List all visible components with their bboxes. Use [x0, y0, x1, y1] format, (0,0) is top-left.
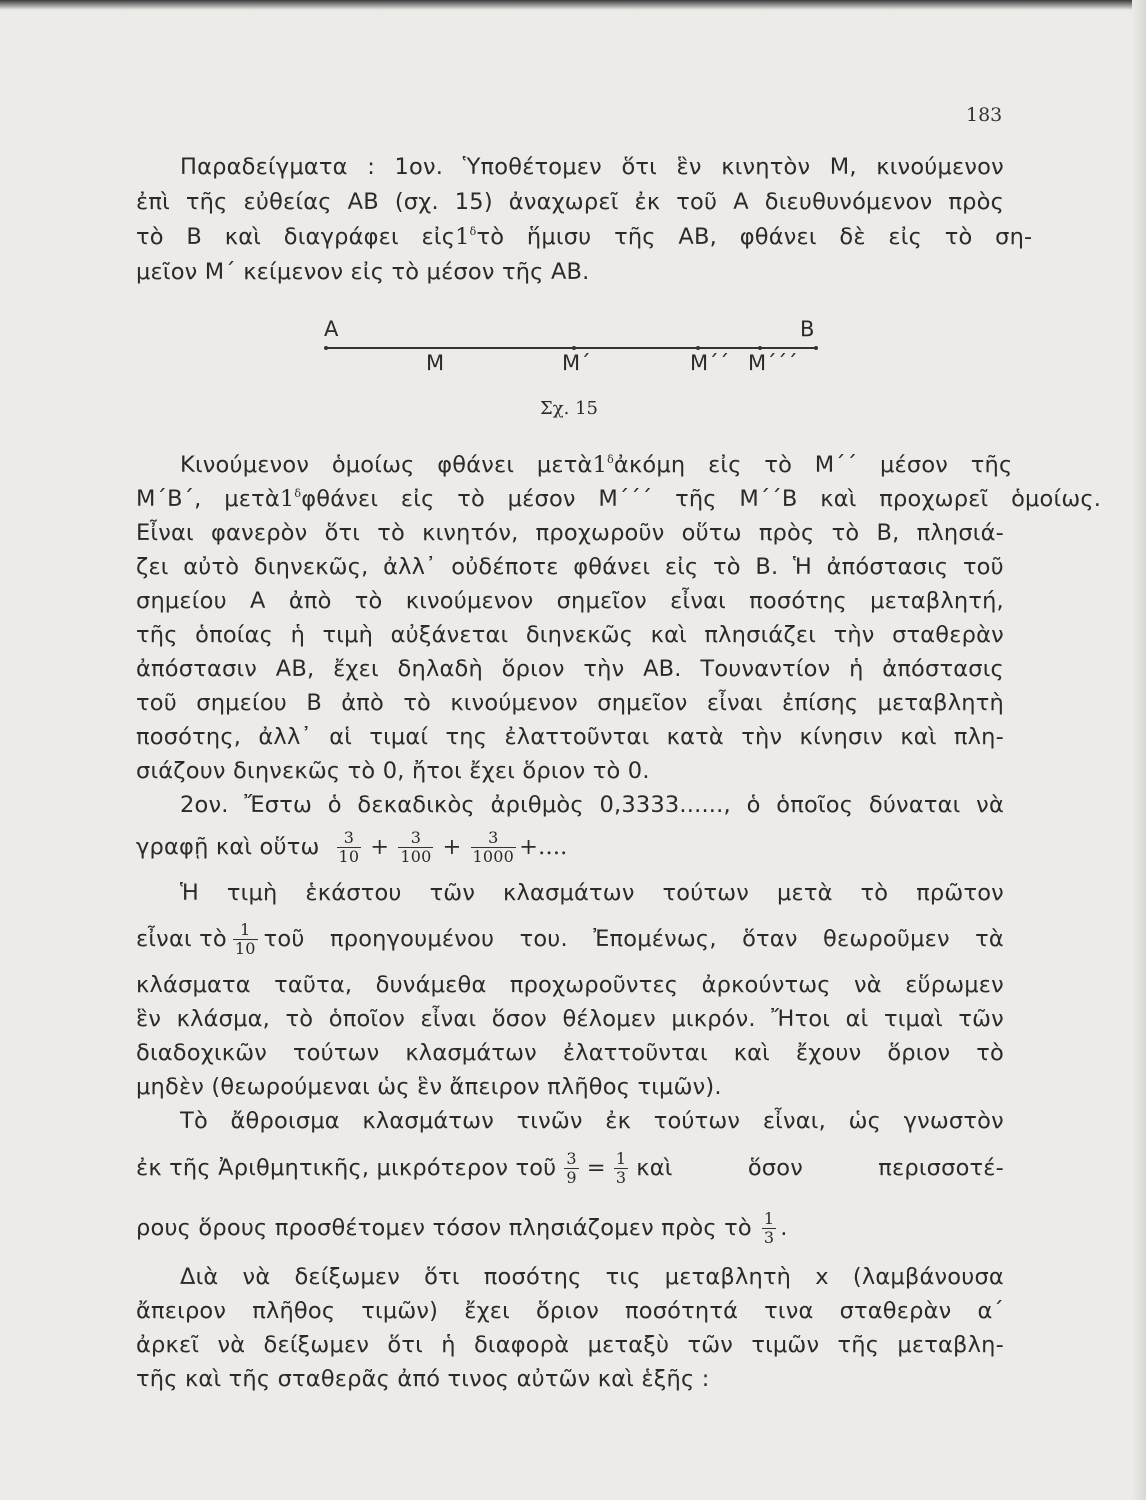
word: κίνησιν	[799, 724, 884, 750]
word: τις	[605, 1264, 641, 1290]
word: Παραδείγματα	[180, 154, 348, 180]
word: πλησιάζει	[704, 622, 817, 648]
word: τὸ	[136, 224, 164, 250]
word: δείξωμεν	[294, 1264, 401, 1290]
word: τὸ	[944, 224, 973, 250]
word: τινῶν	[516, 1108, 583, 1134]
p3-line-7	[136, 1038, 1004, 1068]
word: τῆς	[185, 189, 228, 215]
word: δυνάμεθα	[375, 972, 487, 998]
word: Διὰ	[180, 1264, 219, 1290]
word: ὁποῖον	[328, 1006, 405, 1032]
fraction-1-3: $\frac{1}{3}$	[615, 1148, 627, 1187]
word: τιμῶν	[751, 1332, 820, 1358]
word: ἡ	[849, 656, 864, 682]
word: τιμαὶ	[883, 1006, 943, 1032]
word: αὐξάνεται	[390, 622, 509, 648]
word: Κινούμενον	[180, 452, 310, 478]
p1-line-3	[136, 222, 1033, 252]
p3-line-4: εἶναι τὸ $\frac{1}{10}$ τοῦ προηγουμένου του. Ἐπομένως, ὅταν θεωροῦμεν τὰ	[136, 919, 1004, 958]
word: εἰς	[400, 486, 435, 512]
word: ὅτι	[424, 1264, 460, 1290]
word: νὰ	[854, 972, 882, 998]
word: ση-	[995, 224, 1033, 250]
figure-point-m2	[696, 346, 700, 350]
word: τούτων	[292, 1040, 380, 1066]
word: μικρόν.	[671, 1006, 756, 1032]
word: ὅριον	[535, 1298, 599, 1324]
word: ἀριθμὸς	[490, 792, 584, 818]
p5-line-2	[136, 1296, 1004, 1326]
word: δὲ	[839, 224, 866, 250]
word: ΑΒ.	[643, 656, 682, 682]
word: ἀπὸ	[288, 588, 332, 614]
figure-point-b	[814, 346, 818, 350]
word: ἀπὸ	[341, 690, 385, 716]
word: ἥμισυ	[526, 224, 592, 250]
fraction-3-9: $\frac{3}{9}$	[566, 1148, 577, 1187]
word: ἀλλ᾽	[258, 724, 312, 750]
figure-label-m-prime: Μ΄	[562, 351, 591, 375]
word: ἀπόστασις	[826, 554, 949, 580]
figure-point-a	[324, 346, 328, 350]
word: x	[815, 1264, 829, 1290]
word: ὁ	[746, 792, 761, 818]
word: Μ΄΄	[814, 452, 858, 478]
word: Ἡ	[180, 880, 199, 906]
word: οὐδέποτε	[451, 554, 559, 580]
word: Α	[250, 588, 266, 614]
word: πρῶτον	[916, 880, 1004, 906]
p4-line-2-post	[636, 1153, 1004, 1183]
figure-point-m1	[572, 346, 576, 350]
word: τὸ	[457, 486, 485, 512]
word: ποσότης,	[136, 724, 242, 750]
word: ἐλαττοῦνται	[504, 724, 650, 750]
word: ἀκόμη	[613, 452, 686, 478]
word: 15)	[454, 189, 493, 215]
page-top-edge	[0, 0, 1146, 10]
word: καὶ	[224, 224, 262, 250]
p3-line-6	[136, 1004, 1004, 1034]
p2-line-6	[136, 620, 1004, 650]
word: ἀναχωρεῖ	[508, 189, 619, 215]
word: τῆς	[837, 1332, 880, 1358]
word: Ἐπομένως,	[593, 926, 717, 952]
word: κινητὸν	[721, 154, 811, 180]
word: τὴν	[833, 622, 875, 648]
word: (λαμβάνουσα	[852, 1264, 1004, 1290]
p4-line-1	[180, 1106, 1004, 1136]
p1-line-3-b	[476, 222, 1032, 252]
word: τιμῶν)	[361, 1298, 439, 1324]
word: Μ΄Β΄,	[136, 486, 202, 512]
word: πρὸς	[758, 520, 815, 546]
word: αἱ	[845, 1006, 869, 1032]
word: κινητόν,	[422, 520, 519, 546]
word: ἀρκούντως	[701, 972, 831, 998]
word: τούτων	[653, 1108, 741, 1134]
word: καὶ	[820, 486, 857, 512]
p2-line-8	[136, 688, 1004, 718]
word: ἡ	[290, 622, 306, 648]
word: καὶ	[650, 622, 687, 648]
word: ΑΒ	[347, 189, 379, 215]
word: 1ον.	[394, 154, 444, 180]
p2-line-4	[136, 552, 1004, 582]
word: τὴν	[583, 656, 625, 682]
word: ὁ	[327, 792, 342, 818]
word: μεταβλητὴ	[664, 1264, 792, 1290]
p2-line-3	[136, 518, 1004, 548]
word: τοῦ	[263, 926, 305, 952]
figure-label-m-double: Μ΄΄	[690, 351, 730, 375]
word: ὁμοίως.	[1011, 486, 1102, 512]
p4-line-2: ἐκ τῆς Ἀριθμητικῆς, μικρότερον τοῦ $\frac{3}{9}$ = $\frac{1}{3}$ καὶ ὅσον περισσοτέ-	[136, 1148, 1004, 1187]
word: (σχ.	[394, 189, 439, 215]
word: φθάνει	[573, 554, 651, 580]
word: θέλομεν	[562, 1006, 656, 1032]
word: :	[367, 154, 375, 180]
p5-line-1	[180, 1262, 1004, 1292]
word: ταῦτα,	[274, 972, 353, 998]
word: ἔχει	[333, 656, 379, 682]
word: ἡ	[441, 1332, 456, 1358]
word: Μ΄΄΄	[598, 486, 653, 512]
word: εἶναι	[670, 588, 726, 614]
word: ὅταν	[742, 926, 798, 952]
word: τὸ	[285, 1006, 314, 1032]
word: τὸ	[403, 690, 432, 716]
word: πλῆθος	[252, 1298, 336, 1324]
word: τὸ	[976, 1040, 1004, 1066]
word: μέσον	[507, 486, 576, 512]
word: προηγουμένου	[329, 926, 495, 952]
word: μεταξὺ	[587, 1332, 670, 1358]
word: ὅριον	[887, 1040, 951, 1066]
word: 2ον.	[180, 792, 229, 818]
word: Μ,	[829, 154, 857, 180]
word: φθάνει	[301, 486, 379, 512]
p1-line-4: μεῖον Μ΄ κείμενον εἰς τὸ μέσον τῆς ΑΒ.	[136, 259, 590, 285]
word: οὕτω	[681, 520, 742, 546]
p3-line-1	[180, 790, 1004, 820]
word: σημεῖον	[597, 690, 688, 716]
word: καὶ	[900, 724, 937, 750]
word: ἔχουν	[795, 1040, 862, 1066]
word: τῶν	[687, 1332, 734, 1358]
word: ποσότης	[749, 588, 847, 614]
word: ὅτι	[324, 520, 361, 546]
word: ἄθροισμα	[230, 1108, 340, 1134]
word: σταθερὰν	[839, 1298, 952, 1324]
word: τιμαί	[369, 724, 429, 750]
page-number: 183	[966, 104, 1003, 126]
figure-label-m: Μ	[426, 351, 445, 375]
figure-point-m3	[758, 346, 762, 350]
word: 0,3333......,	[599, 792, 731, 818]
word: τὸ	[860, 880, 889, 906]
word: ποσότης	[483, 1264, 582, 1290]
word: τὴν	[741, 724, 783, 750]
word: σημείου	[196, 690, 288, 716]
word: ἓν	[136, 1006, 162, 1032]
word: τὸ	[377, 520, 405, 546]
figure-caption: Σχ. 15	[540, 398, 598, 419]
word: διηνεκῶς,	[253, 554, 369, 580]
word: δύναται	[868, 792, 961, 818]
fraction-1-3-limit: $\frac{1}{3}$	[763, 1208, 775, 1247]
word: εὐθείας	[243, 189, 332, 215]
word: νὰ	[217, 1332, 246, 1358]
word: διευθυνόμενον	[764, 189, 933, 215]
word: Ὑποθέτομεν	[462, 154, 602, 180]
word: Β	[306, 690, 322, 716]
word: τῆς	[970, 452, 1013, 478]
page-gutter-shadow	[1132, 0, 1146, 1500]
word: κατὰ	[666, 724, 724, 750]
word: τιμὴ	[226, 880, 278, 906]
figure-segment-ab	[320, 316, 830, 396]
word: αἱ	[329, 724, 353, 750]
word: διαγράφει	[283, 224, 399, 250]
word: εἶναι	[706, 690, 763, 716]
p2-line-1-unit: $1^\delta$	[592, 452, 614, 478]
word: της	[445, 724, 488, 750]
word: νὰ	[242, 1264, 271, 1290]
word: Β	[186, 224, 203, 250]
word: ἄπειρον	[136, 1298, 227, 1324]
p2-line-2-a	[136, 484, 280, 514]
word: Α	[733, 189, 749, 215]
word: δείξωμεν	[263, 1332, 370, 1358]
word: φανερὸν	[211, 520, 308, 546]
word: ζει	[136, 554, 169, 580]
word: κινούμενον	[450, 690, 578, 716]
word: Ἤτοι	[771, 1006, 831, 1032]
word: πλησιά-	[916, 520, 1004, 546]
word: προχωροῦντες	[509, 972, 679, 998]
p3-line-4-post	[264, 924, 1004, 954]
word: μεταβλητή,	[870, 588, 1004, 614]
word: προχωρεῖ	[879, 486, 989, 512]
figure-label-b: Β	[800, 317, 815, 341]
word: ἐπὶ	[136, 189, 170, 215]
word: σημείου	[136, 588, 227, 614]
word: φθάνει	[739, 224, 817, 250]
word: θεωροῦμεν	[823, 926, 950, 952]
word: τὸ	[476, 224, 505, 250]
p2-line-7	[136, 654, 1004, 684]
word: γνωστὸν	[903, 1108, 1004, 1134]
p2-line-2-b	[301, 484, 1101, 514]
p1-line-2	[136, 187, 1004, 217]
word: ἐκ	[605, 1108, 632, 1134]
word: κινούμενον	[405, 588, 534, 614]
fraction-3-10: $\frac{3}{10}$	[338, 827, 360, 866]
word: α΄	[977, 1298, 1004, 1324]
word: Β.	[755, 554, 779, 580]
word: εἶναι	[420, 1006, 477, 1032]
p2-line-5	[136, 586, 1004, 616]
p5-line-4: τῆς καὶ τῆς σταθερᾶς ἀπό τινος αὐτῶν καὶ ἑξῆς :	[136, 1366, 710, 1392]
p2-line-9	[136, 722, 1004, 752]
p1-line-3-unit: $1^\delta$	[455, 224, 477, 250]
word: ἀρκεῖ	[136, 1332, 200, 1358]
p2-line-2	[136, 484, 1102, 514]
word: διαφορὰ	[473, 1332, 570, 1358]
p1-line-1	[180, 152, 1004, 182]
word: ΑΒ,	[275, 656, 315, 682]
word: ποσότητά	[625, 1298, 739, 1324]
word: εἰς	[888, 224, 923, 250]
p5-line-3	[136, 1330, 1004, 1360]
word: τοῦ	[676, 189, 718, 215]
word: ὅριον	[501, 656, 565, 682]
word: νὰ	[976, 792, 1004, 818]
word: εἰς	[421, 224, 456, 250]
word: ἐλαττοῦνται	[562, 1040, 708, 1066]
p2-line-1-a	[180, 450, 593, 480]
word: Ἡ	[793, 554, 813, 580]
p4-line-3: ρους ὅρους προσθέτομεν τόσον πλησιάζομεν πρὸς τὸ $\frac{1}{3}$ .	[136, 1208, 788, 1247]
word: μετὰ	[776, 880, 833, 906]
word: τὸ	[713, 554, 741, 580]
figure-line	[326, 347, 816, 349]
word: τὸ	[354, 588, 383, 614]
word: κλάσματα	[136, 972, 251, 998]
word: τὰ	[975, 926, 1004, 952]
word: του.	[519, 926, 568, 952]
word: μέσον	[880, 452, 949, 478]
word: τῶν	[429, 880, 476, 906]
word: ΑΒ,	[678, 224, 717, 250]
word: τοῦ	[136, 690, 177, 716]
p2-line-10: σιάζουν διηνεκῶς τὸ 0, ἤτοι ἔχει ὅριον τὸ 0.	[136, 758, 650, 784]
word: ὡς	[848, 1108, 882, 1134]
word: κλασμάτων	[503, 880, 635, 906]
word: ὅτι	[621, 154, 657, 180]
word: προχωροῦν	[535, 520, 665, 546]
word: τιμὴ	[322, 622, 374, 648]
word: Ἔστω	[244, 792, 312, 818]
p3-line-3	[180, 878, 1004, 908]
fraction-3-100: $\frac{3}{100}$	[400, 827, 432, 866]
word: ἔχει	[464, 1298, 510, 1324]
word: φθάνει	[437, 452, 515, 478]
p1-line-3-a	[136, 222, 455, 252]
word: ὅσον	[747, 1155, 803, 1181]
word: πρὸς	[948, 189, 1004, 215]
word: εἰς	[708, 452, 742, 478]
word: σημεῖον	[556, 588, 647, 614]
p3-line-5	[136, 970, 1004, 1000]
word: Τουναντίον	[700, 656, 831, 682]
word: εἶναι,	[762, 1108, 826, 1134]
word: δηλαδὴ	[397, 656, 483, 682]
word: περισσοτέ-	[878, 1155, 1004, 1181]
word: διηνεκῶς	[525, 622, 634, 648]
word: τὸ	[831, 520, 860, 546]
word: σταθερὰν	[892, 622, 1004, 648]
word: τούτων	[662, 880, 750, 906]
word: διαδοχικῶν	[136, 1040, 268, 1066]
p3-line-2-series: γραφῇ καὶ οὕτω $\frac{3}{10}$ + $\frac{3}{100}$ + $\frac{3}{1000}$ +....	[136, 827, 568, 866]
word: ἓν	[676, 154, 702, 180]
word: εἰς	[664, 554, 699, 580]
word: ὁποίας	[195, 622, 274, 648]
fraction-3-1000: $\frac{3}{1000}$	[472, 827, 515, 866]
figure-label-a: Α	[324, 317, 339, 341]
p2-line-1	[180, 450, 1013, 480]
word: κλάσμα,	[176, 1006, 271, 1032]
word: μετὰ	[536, 452, 593, 478]
figure-label-m-triple: Μ΄΄΄	[748, 351, 798, 375]
word: ἐπίσης	[781, 690, 859, 716]
word: καὶ	[733, 1040, 770, 1066]
p2-line-1-b	[614, 450, 1012, 480]
p3-line-8: μηδὲν (θεωρούμεναι ὡς ἓν ἄπειρον πλῆθος τιμῶν).	[136, 1074, 722, 1100]
word: αὐτὸ	[183, 554, 240, 580]
word: ὅτι	[387, 1332, 423, 1358]
word: τινα	[764, 1298, 814, 1324]
word: ἀλλ᾽	[383, 554, 437, 580]
word: πλη-	[953, 724, 1004, 750]
word: καὶ	[636, 1155, 673, 1181]
word: τὸ	[764, 452, 793, 478]
word: ἀπόστασιν	[136, 656, 258, 682]
word: τῆς	[136, 622, 178, 648]
word: τῶν	[958, 1006, 1004, 1032]
word: μεταβλητὴ	[877, 690, 1004, 716]
word: Τὸ	[180, 1108, 208, 1134]
word: μεταβλη-	[897, 1332, 1004, 1358]
word: ἀπόστασις	[882, 656, 1004, 682]
word: ἑκάστου	[305, 880, 402, 906]
word: Μ΄΄Β	[739, 486, 798, 512]
word: κλασμάτων	[405, 1040, 537, 1066]
word: ὅσον	[491, 1006, 547, 1032]
word: εὕρωμεν	[905, 972, 1004, 998]
word: τοῦ	[962, 554, 1004, 580]
fraction-1-10: $\frac{1}{10}$	[234, 919, 256, 958]
p2-line-2-unit: $1^\delta$	[279, 486, 302, 512]
word: ἐκ	[634, 189, 661, 215]
word: μετὰ	[224, 486, 280, 512]
word: κινούμενον	[876, 154, 1004, 180]
word: κλασμάτων	[362, 1108, 494, 1134]
word: Β,	[876, 520, 900, 546]
word: τῆς	[614, 224, 656, 250]
word: Εἶναι	[136, 520, 194, 546]
word: δεκαδικὸς	[357, 792, 475, 818]
word: τῆς	[675, 486, 717, 512]
word: ὁποῖος	[776, 792, 854, 818]
word: ὁμοίως	[331, 452, 415, 478]
